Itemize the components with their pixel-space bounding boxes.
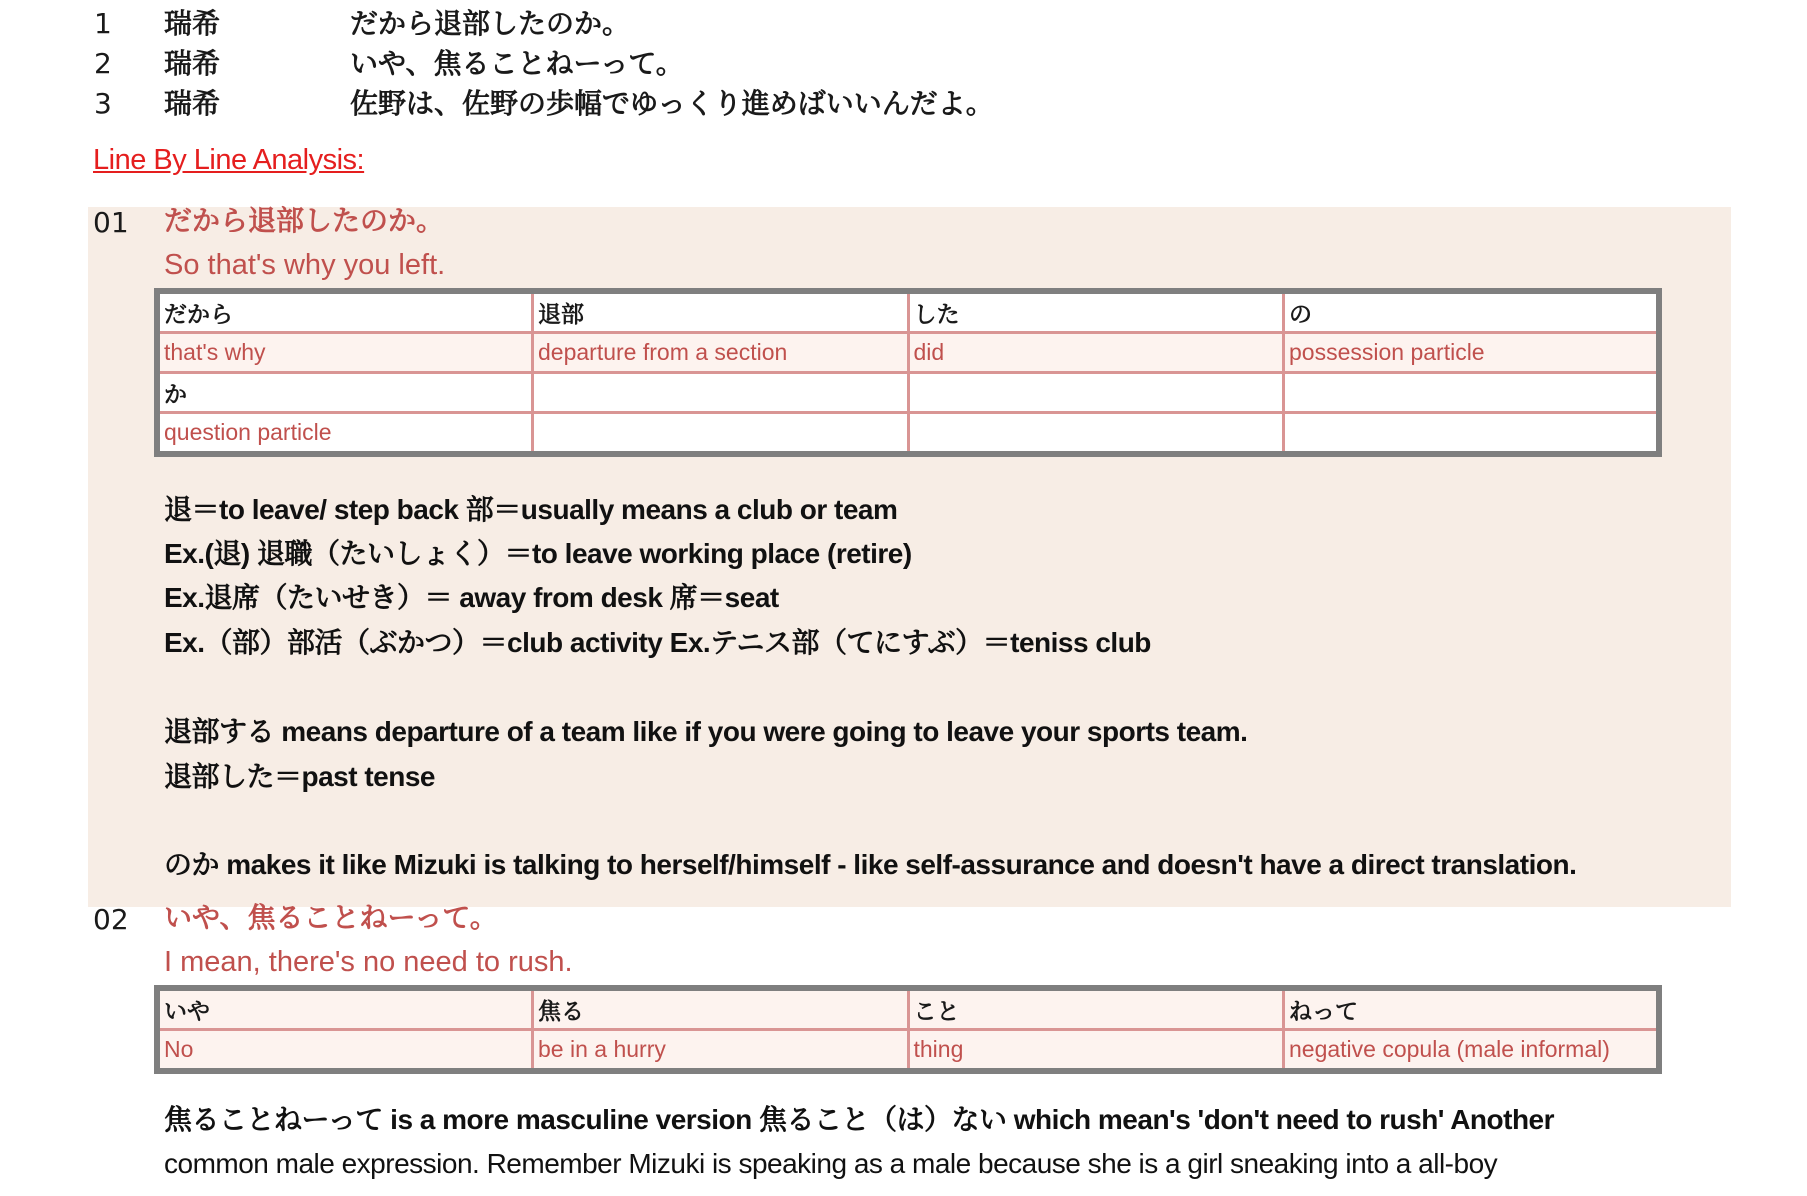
vocab-term: した [908, 291, 1284, 333]
vocab-term [908, 373, 1284, 413]
script-line-number: 2 [94, 47, 112, 80]
vocab-term: 焦る [533, 988, 909, 1030]
vocab-meaning: possession particle [1284, 333, 1660, 373]
vocab-term: 退部 [533, 291, 909, 333]
vocab-meaning: thing [908, 1030, 1284, 1072]
note-line: 退＝to leave/ step back 部＝usually means a club or team [164, 494, 898, 525]
script-text: 佐野は、佐野の歩幅でゆっくり進めばいいんだよ。 [350, 87, 994, 120]
note-line: 焦ることねーって is a more masculine version 焦ること（は）ない which mean's 'don't need to rush' Another [164, 1104, 1555, 1135]
section-heading: Line By Line Analysis: [93, 144, 365, 176]
note-line: Ex.(退) 退職（たいしょく）＝to leave working place (retire) [164, 538, 912, 569]
note-line: common male expression. Remember Mizuki is speaking as a male because she is a girl sneaking into a all-boy [164, 1148, 1498, 1179]
vocab-term-row [157, 988, 1659, 1030]
script-speaker: 瑞希 [164, 7, 221, 40]
line-translation: I mean, there's no need to rush. [164, 946, 573, 978]
vocab-meaning [1284, 413, 1660, 455]
line-number: 01 [93, 206, 129, 239]
script-line-number: 3 [94, 87, 112, 120]
script-text: だから退部したのか。 [350, 7, 631, 40]
vocab-term [533, 373, 909, 413]
script-speaker: 瑞希 [164, 87, 221, 120]
vocab-meaning: negative copula (male informal) [1284, 1030, 1660, 1072]
vocab-meaning [533, 413, 909, 455]
note-line: 退部した＝past tense [164, 761, 435, 792]
vocab-term-row [157, 291, 1659, 333]
vocab-meaning: question particle [157, 413, 533, 455]
vocab-meaning: departure from a section [533, 333, 909, 373]
vocab-meaning-row [157, 1030, 1659, 1072]
vocab-term: か [157, 373, 533, 413]
vocab-term: ねって [1284, 988, 1660, 1030]
line-number: 02 [93, 903, 129, 936]
vocab-meaning: No [157, 1030, 533, 1072]
vocab-meaning: be in a hurry [533, 1030, 909, 1072]
note-line: 退部する means departure of a team like if you were going to leave your sports team. [164, 716, 1248, 747]
note-line: Ex.（部）部活（ぶかつ）＝club activity Ex.テニス部（てにすぶ）＝teniss club [164, 627, 1151, 658]
vocab-term: こと [908, 988, 1284, 1030]
vocab-term [1284, 373, 1660, 413]
script-text: いや、焦ることねーって。 [350, 47, 684, 80]
vocab-term: だから [157, 291, 533, 333]
script-speaker: 瑞希 [164, 47, 221, 80]
vocab-meaning: that's why [157, 333, 533, 373]
line-japanese: いや、焦ることねーって。 [164, 901, 498, 934]
vocab-meaning-row [157, 413, 1659, 455]
vocab-meaning [908, 413, 1284, 455]
vocab-term-row [157, 373, 1659, 413]
note-line: のか makes it like Mizuki is talking to herself/himself - like self-assurance and doesn't have a direct translation. [164, 849, 1577, 880]
vocab-table [154, 985, 1662, 1074]
vocab-term: の [1284, 291, 1660, 333]
vocab-table [154, 288, 1662, 457]
line-japanese: だから退部したのか。 [164, 204, 445, 237]
note-line: Ex.退席（たいせき）＝ away from desk 席＝seat [164, 582, 779, 613]
line-translation: So that's why you left. [164, 249, 446, 281]
script-line-number: 1 [94, 7, 112, 40]
vocab-meaning: did [908, 333, 1284, 373]
vocab-term: いや [157, 988, 533, 1030]
vocab-meaning-row [157, 333, 1659, 373]
